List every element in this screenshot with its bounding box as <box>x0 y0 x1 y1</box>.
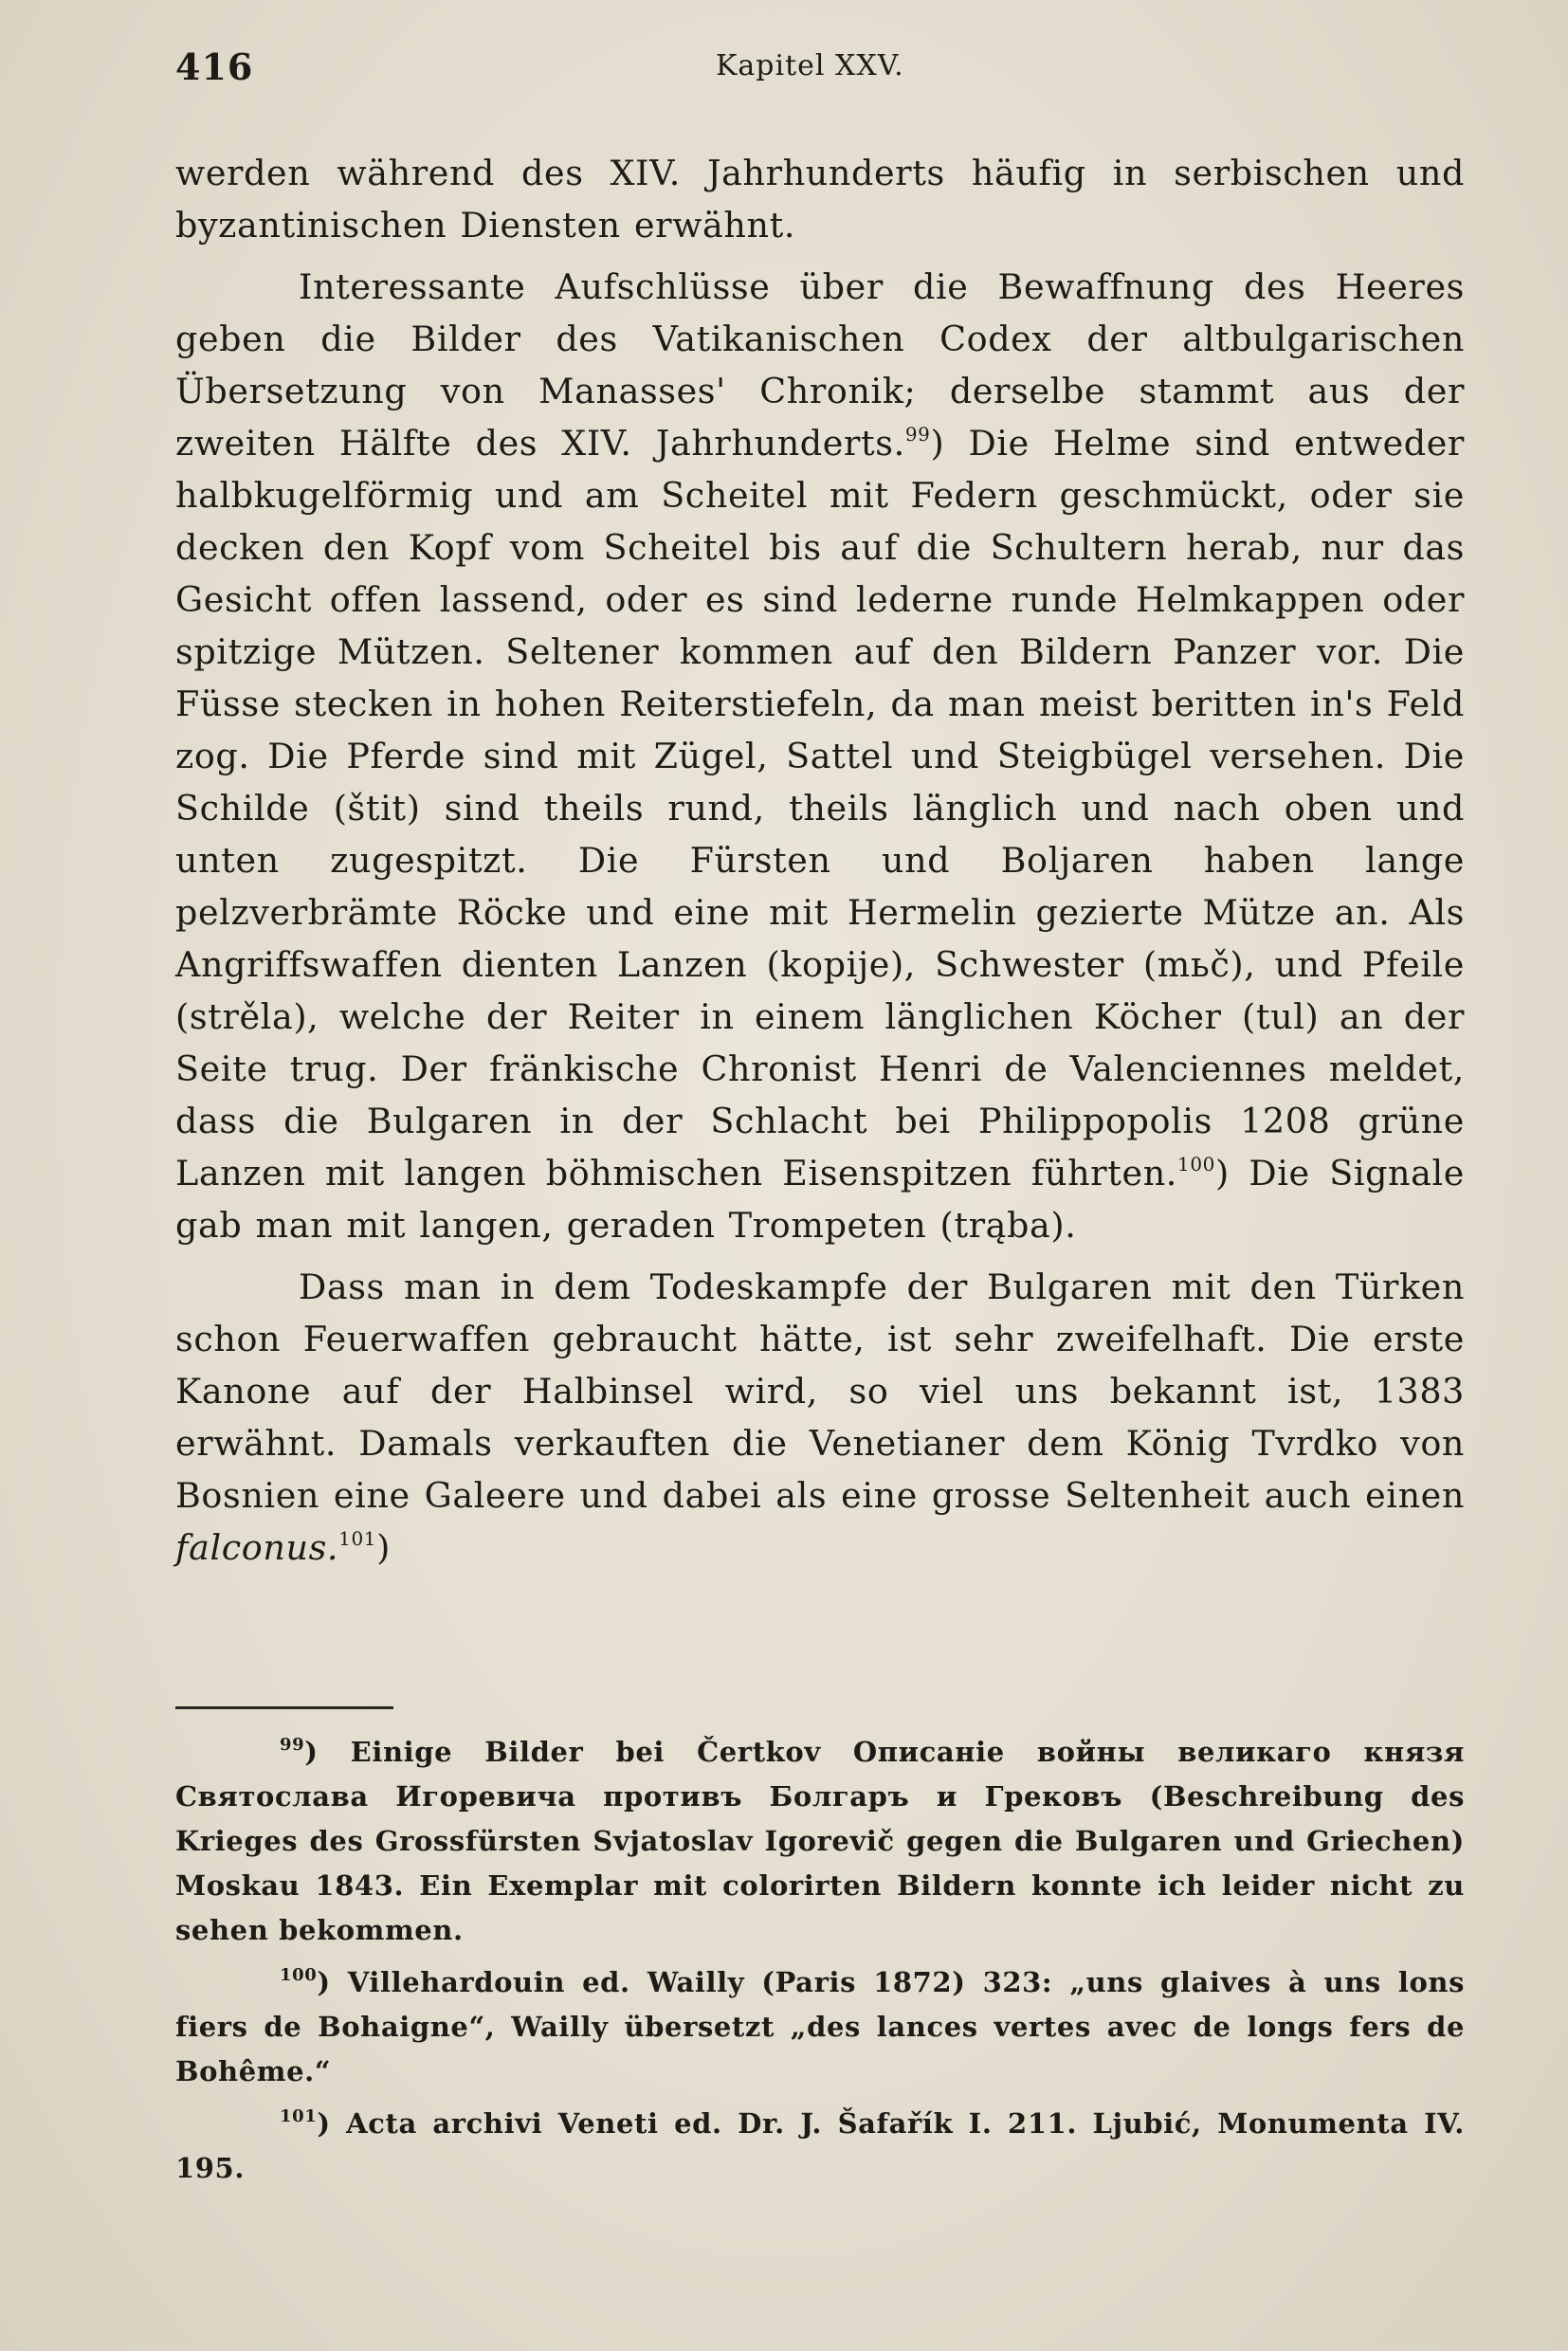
footnote-ref-101[interactable]: 101 <box>338 1527 377 1550</box>
paragraph-firearms <box>175 1261 1465 1574</box>
paragraph-armament <box>175 261 1465 1251</box>
footnote-number: 100 <box>280 1965 318 1985</box>
paragraph-text: ) Die Helme sind entweder halbkugelförmig und am Scheitel mit Federn geschmückt, oder sie decken den Kopf vom Scheitel bis auf die Schultern herab, nur das Gesicht offen lassend, oder es sind lederne runde Helmkappen oder spitzige Mützen. Seltener kommen auf den Bildern Panzer vor. Die Füsse stecken in hohen Reiterstiefeln, da man meist beritten in's Feld zog. Die Pferde sind mit Zügel, Sattel und Steigbügel versehen. Die Schilde (štit) sind theils rund, theils länglich und nach oben und unten zugespitzt. Die Fürsten und Boljaren haben lange pelzverbrämte Röcke und eine mit Hermelin gezierte Mütze an. Als Angriffswaffen dienten Lanzen (kopije), Schwester (mьč), und Pfeile (strěla), welche der Reiter in einem länglichen Köcher (tul) an der Seite trug. Der fränkische Chronist Henri de Valenciennes meldet, dass die Bulgaren in der Schlacht bei Philippopolis 1208 grüne Lanzen mit langen böhmischen Eisenspitzen führten. <box>175 423 1465 1194</box>
footnote-101 <box>175 2102 1465 2191</box>
paragraph-text: werden während des XIV. Jahrhunderts häufig in serbischen und byzantinischen Diensten erwähnt. <box>175 153 1465 246</box>
paragraph-text: Dass man in dem Todeskampfe der Bulgaren mit den Türken schon Feuerwaffen gebraucht hätte, ist sehr zweifelhaft. Die erste Kanone auf der Halbinsel wird, so viel uns bekannt ist, 1383 erwähnt. Damals verkauften die Venetianer dem König Tvrdko von Bosnien eine Galeere und dabei als eine grosse Seltenheit auch einen <box>175 1267 1465 1516</box>
running-header <box>175 46 1474 102</box>
paragraph-text: ) <box>376 1527 391 1568</box>
footnote-ref-99[interactable]: 99 <box>904 423 931 446</box>
main-text <box>175 147 1465 1574</box>
chapter-title: Kapitel XXV. <box>716 49 904 82</box>
footnote-text: ) Einige Bilder bei Čertkov Описаніе войны великаго князя Святослава Игоревича противъ Болгаръ и Грековъ (Beschreibung des Krieges des Grossfürsten Svjatoslav Igorevič gegen die Bulgaren und Griechen) Moskau 1843. Ein Exemplar mit colorirten Bildern konnte ich leider nicht zu sehen bekommen. <box>175 1736 1465 1946</box>
footnote-99 <box>175 1730 1465 1953</box>
footnote-number: 101 <box>280 2106 318 2126</box>
paragraph-continuation <box>175 147 1465 251</box>
page-number: 416 <box>175 46 254 88</box>
paragraph-text: ) Die Signale gab man mit langen, geraden Trompeten (trąba). <box>175 1153 1465 1246</box>
footnote-100 <box>175 1960 1465 2094</box>
footnote-number: 99 <box>280 1735 305 1755</box>
paragraph-text: Interessante Aufschlüsse über die Bewaffnung des Heeres geben die Bilder des Vatikanischen Codex der altbulgarischen Übersetzung von Manasses' Chronik; derselbe stammt aus der zweiten Hälfte des XIV. Jahrhunderts. <box>175 266 1465 464</box>
italic-term: falconus. <box>175 1527 339 1568</box>
footnote-text: ) Acta archivi Veneti ed. Dr. J. Šafařík I. 211. Ljubić, Monumenta IV. 195. <box>175 2107 1465 2184</box>
footnotes <box>175 1730 1465 2198</box>
footnote-text: ) Villehardouin ed. Wailly (Paris 1872) 323: „uns glaives à uns lons fiers de Bohaigne“, Wailly übersetzt „des lances vertes avec de longs fers de Bohême.“ <box>175 1966 1465 2087</box>
footnote-ref-100[interactable]: 100 <box>1177 1153 1215 1176</box>
footnote-divider <box>175 1706 393 1709</box>
